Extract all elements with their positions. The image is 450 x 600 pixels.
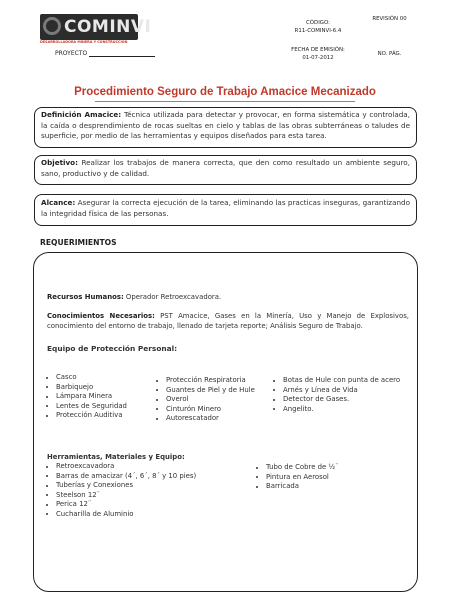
proyecto-line — [89, 56, 155, 57]
list-item: Protección Respiratoria — [155, 376, 255, 386]
list-item: Cinturón Minero — [155, 405, 255, 415]
logo-text: COMINVI — [64, 17, 152, 37]
recursos-label: Recursos Humanos: — [47, 293, 124, 301]
epp-list-3 — [272, 376, 400, 414]
bullet-icon — [46, 466, 48, 468]
logo-ring-icon — [43, 17, 61, 35]
bullet-icon — [46, 415, 48, 417]
bullet-icon — [156, 380, 158, 382]
bullet-icon — [46, 386, 48, 388]
conocimientos-text: PST Amacice, Gases en la Minería, Uso y Manejo de Explosivos, conocimiento del entorno de trabajo, llenado de tarjeta reporte; Análisis Seguro de Trabajo. — [47, 312, 409, 330]
bullet-icon — [273, 399, 275, 401]
epp-title: Equipo de Protección Personal: — [47, 344, 178, 353]
definicion-text: Técnica utilizada para detectar y provocar, en forma sistemática y controlada, la caída o desprendimiento de rocas sueltas en cielo y tablas de las obras subterráneas o taludes de superficie, por medio de las herramientas y equipos diseñados para esta tarea. — [41, 110, 410, 141]
alcance-box — [34, 194, 417, 226]
epp-list-2 — [155, 376, 255, 424]
list-item: Tuberías y Conexiones — [45, 481, 196, 491]
list-item: Overol — [155, 395, 255, 405]
bullet-icon — [256, 467, 258, 469]
bullet-icon — [256, 486, 258, 488]
list-item: Perica 12¨ — [45, 500, 196, 510]
list-item: Lentes de Seguridad — [45, 402, 127, 412]
list-item: Pintura en Aerosol — [255, 473, 339, 483]
proyecto-field — [55, 50, 155, 57]
requerimientos-title: REQUERIMIENTOS — [40, 238, 117, 247]
bullet-icon — [156, 418, 158, 420]
conocimientos-necesarios — [47, 312, 409, 331]
list-item: Protección Auditiva — [45, 411, 127, 421]
bullet-icon — [46, 485, 48, 487]
no-pag-label: NO. PÁG. — [377, 51, 402, 57]
list-item: Barricada — [255, 482, 339, 492]
bullet-icon — [256, 476, 258, 478]
herramientas-title: Herramientas, Materiales y Equipo: — [47, 453, 185, 461]
fecha-block — [288, 46, 348, 62]
bullet-icon — [46, 405, 48, 407]
objetivo-content — [41, 158, 410, 179]
title-underline — [95, 101, 355, 102]
list-item: Barbiquejo — [45, 383, 127, 393]
bullet-icon — [46, 494, 48, 496]
list-item: Barras de amacizar (4´, 6´, 8´ y 10 pies) — [45, 472, 196, 482]
logo-subtitle: DESARROLLADORA MINERA Y CONSTRUCCION — [40, 40, 128, 44]
page-title: Procedimiento Seguro de Trabajo Amacice Mecanizado — [74, 86, 376, 98]
recursos-text: Operador Retroexcavadora. — [125, 293, 222, 301]
bullet-icon — [273, 408, 275, 410]
bullet-icon — [156, 408, 158, 410]
bullet-icon — [46, 475, 48, 477]
proyecto-label: PROYECTO — [55, 50, 88, 57]
list-item: Cucharilla de Aluminio — [45, 510, 196, 520]
bullet-icon — [46, 396, 48, 398]
bullet-icon — [46, 513, 48, 515]
codigo-block — [288, 19, 348, 35]
list-item: Botas de Hule con punta de acero — [272, 376, 400, 386]
fecha-label: FECHA DE EMISIÓN: — [291, 47, 345, 53]
alcance-content — [41, 198, 410, 219]
list-item: Angelito. — [272, 405, 400, 415]
list-item: Lámpara Minera — [45, 392, 127, 402]
company-logo — [40, 14, 152, 40]
list-item: Detector de Gases. — [272, 395, 400, 405]
recursos-humanos — [47, 293, 407, 303]
list-item: Retroexcavadora — [45, 462, 196, 472]
list-item: Tubo de Cobre de ½¨ — [255, 463, 339, 473]
alcance-text: Asegurar la correcta ejecución de la tarea, eliminando las practicas inseguras, garantizando la integridad física de las personas. — [41, 198, 410, 218]
bullet-icon — [46, 377, 48, 379]
list-item: Casco — [45, 373, 127, 383]
definicion-label: Definición Amacice: — [41, 110, 122, 119]
bullet-icon — [156, 389, 158, 391]
codigo-label: CÓDIGO: — [306, 20, 330, 26]
epp-list-1 — [45, 373, 127, 421]
list-item: Arnés y Línea de Vida — [272, 386, 400, 396]
definicion-content — [41, 110, 410, 142]
bullet-icon — [273, 389, 275, 391]
herramientas-list-2 — [255, 463, 339, 492]
bullet-icon — [273, 380, 275, 382]
requerimientos-box — [33, 252, 418, 592]
list-item: Autorescatador — [155, 414, 255, 424]
list-item: Guantes de Piel y de Hule — [155, 386, 255, 396]
codigo-value: R11-COMINVI-6.4 — [294, 28, 342, 34]
objetivo-box — [34, 155, 417, 185]
definicion-box — [34, 107, 417, 148]
bullet-icon — [46, 504, 48, 506]
alcance-label: Alcance: — [41, 198, 76, 207]
conocimientos-label: Conocimientos Necesarios: — [47, 312, 155, 320]
herramientas-list-1 — [45, 462, 196, 519]
fecha-value: 01-07-2012 — [302, 55, 334, 61]
objetivo-label: Objetivo: — [41, 158, 78, 167]
objetivo-text: Realizar los trabajos de manera correcta, que den como resultado un ambiente seguro, sano, productivo y de calidad. — [41, 158, 410, 178]
list-item: Steelson 12¨ — [45, 491, 196, 501]
revision-label: REVISIÓN 00 — [372, 16, 407, 22]
bullet-icon — [156, 399, 158, 401]
